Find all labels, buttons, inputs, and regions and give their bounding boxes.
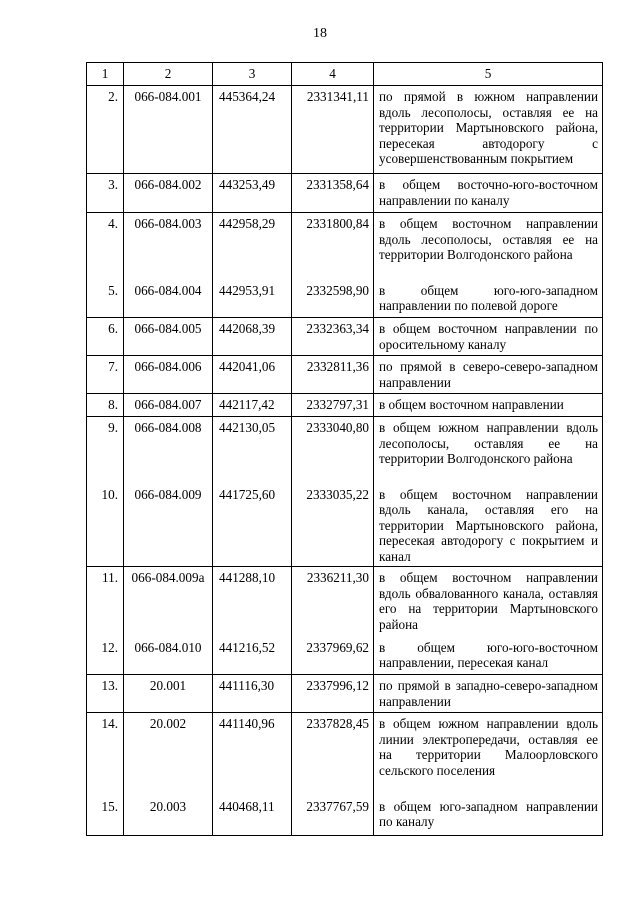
description: в общем восточном направлении по оросительному каналу: [374, 318, 603, 356]
header-col-4: 4: [292, 63, 374, 86]
description: по прямой в южном направлении вдоль лесополосы, оставляя ее на территории Мартыновского района, пересекая автодорогу с усовершенствованным покрытием: [374, 86, 603, 174]
description: в общем юго-западном направлении по каналу: [374, 796, 603, 836]
coord-y: 2333040,80: [292, 417, 374, 484]
row-number: 4.: [87, 213, 124, 280]
coord-y: 2331341,11: [292, 86, 374, 174]
coord-x: 442068,39: [213, 318, 292, 356]
point-code: 20.001: [124, 675, 213, 713]
header-col-5: 5: [374, 63, 603, 86]
coord-y: 2332363,34: [292, 318, 374, 356]
description: в общем восточно-юго-восточном направлении по каналу: [374, 174, 603, 213]
coord-x: 441116,30: [213, 675, 292, 713]
page-number: 18: [313, 26, 327, 41]
table-row: [87, 213, 603, 280]
row-number: 14.: [87, 713, 124, 796]
coord-x: 442130,05: [213, 417, 292, 484]
table-row: [87, 484, 603, 567]
point-code: 20.002: [124, 713, 213, 796]
point-code: 066-084.006: [124, 356, 213, 394]
row-number: 8.: [87, 394, 124, 417]
coord-x: 441140,96: [213, 713, 292, 796]
row-number: 10.: [87, 484, 124, 567]
point-code: 066-084.005: [124, 318, 213, 356]
row-number: 3.: [87, 174, 124, 213]
coord-x: 441216,52: [213, 637, 292, 675]
table-row: [87, 86, 603, 174]
table-row: [87, 174, 603, 213]
row-number: 2.: [87, 86, 124, 174]
description: в общем восточном направлении вдоль лесополосы, оставляя ее на территории Волгодонского района: [374, 213, 603, 280]
coord-y: 2336211,30: [292, 567, 374, 637]
description: по прямой в западно-северо-западном направлении: [374, 675, 603, 713]
coord-y: 2332598,90: [292, 280, 374, 318]
row-number: 12.: [87, 637, 124, 675]
header-col-2: 2: [124, 63, 213, 86]
coord-y: 2337828,45: [292, 713, 374, 796]
table-row: [87, 713, 603, 796]
description: в общем восточном направлении: [374, 394, 603, 417]
coord-y: 2337969,62: [292, 637, 374, 675]
coord-y: 2333035,22: [292, 484, 374, 567]
point-code: 066-084.004: [124, 280, 213, 318]
coord-x: 442117,42: [213, 394, 292, 417]
point-code: 066-084.002: [124, 174, 213, 213]
coord-y: 2332811,36: [292, 356, 374, 394]
coord-x: 442953,91: [213, 280, 292, 318]
row-number: 15.: [87, 796, 124, 836]
row-number: 11.: [87, 567, 124, 637]
description: в общем восточном направлении вдоль канала, оставляя его на территории Мартыновского района, пересекая автодорогу с покрытием и канал: [374, 484, 603, 567]
coord-x: 443253,49: [213, 174, 292, 213]
boundary-points-table: [86, 62, 603, 836]
coord-x: 441725,60: [213, 484, 292, 567]
header-col-3: 3: [213, 63, 292, 86]
coord-x: 441288,10: [213, 567, 292, 637]
point-code: 066-084.003: [124, 213, 213, 280]
coord-x: 445364,24: [213, 86, 292, 174]
description: в общем юго-юго-восточном направлении, пересекая канал: [374, 637, 603, 675]
table-row: [87, 318, 603, 356]
description: в общем юго-юго-западном направлении по полевой дороге: [374, 280, 603, 318]
header-col-1: 1: [87, 63, 124, 86]
table-row: [87, 394, 603, 417]
coord-y: 2332797,31: [292, 394, 374, 417]
table-row: [87, 280, 603, 318]
table-row: [87, 356, 603, 394]
row-number: 6.: [87, 318, 124, 356]
table-row: [87, 796, 603, 836]
row-number: 13.: [87, 675, 124, 713]
coord-y: 2337767,59: [292, 796, 374, 836]
table-row: [87, 567, 603, 637]
point-code: 066-084.007: [124, 394, 213, 417]
point-code: 066-084.008: [124, 417, 213, 484]
row-number: 7.: [87, 356, 124, 394]
description: в общем южном направлении вдоль линии электропередачи, оставляя ее на территории Малоорловского сельского поселения: [374, 713, 603, 796]
description: по прямой в северо-северо-западном направлении: [374, 356, 603, 394]
coord-x: 442041,06: [213, 356, 292, 394]
coord-x: 442958,29: [213, 213, 292, 280]
point-code: 066-084.009: [124, 484, 213, 567]
coord-y: 2337996,12: [292, 675, 374, 713]
coord-y: 2331800,84: [292, 213, 374, 280]
coord-x: 440468,11: [213, 796, 292, 836]
table-row: [87, 637, 603, 675]
row-number: 9.: [87, 417, 124, 484]
point-code: 066-084.010: [124, 637, 213, 675]
table-header-row: [87, 63, 603, 86]
row-number: 5.: [87, 280, 124, 318]
description: в общем восточном направлении вдоль обвалованного канала, оставляя его на территории Мартыновского района: [374, 567, 603, 637]
point-code: 20.003: [124, 796, 213, 836]
coord-y: 2331358,64: [292, 174, 374, 213]
point-code: 066-084.001: [124, 86, 213, 174]
point-code: 066-084.009а: [124, 567, 213, 637]
table-row: [87, 675, 603, 713]
description: в общем южном направлении вдоль лесополосы, оставляя ее на территории Волгодонского района: [374, 417, 603, 484]
table-row: [87, 417, 603, 484]
